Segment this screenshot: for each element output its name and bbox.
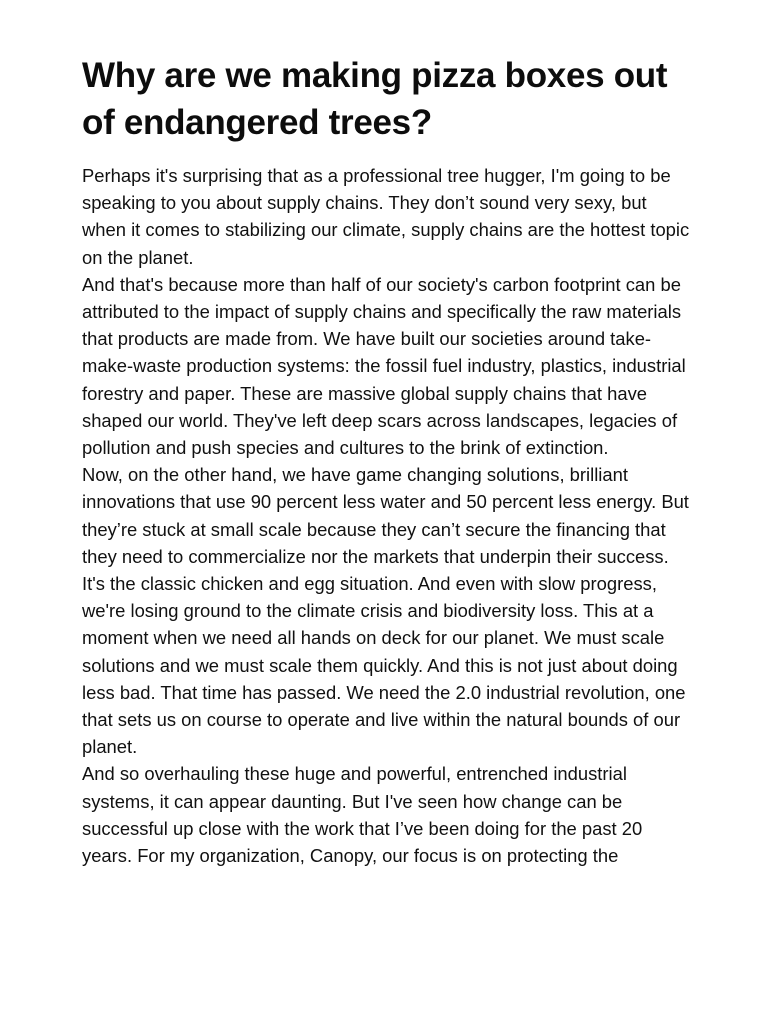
article-title: Why are we making pizza boxes out of endangered trees? <box>82 56 668 142</box>
article-paragraph-2: And that's because more than half of our society's carbon footprint can be attributed to the impact of supply chains and specifically the raw materials that products are made from. We have built our societies around take-make-waste production systems: the fossil fuel industry, plastics, industrial forestry and paper. These are massive global supply chains that have shaped our world. They've left deep scars across landscapes, legacies of pollution and push species and cultures to the brink of extinction. <box>82 273 686 459</box>
article-paragraph-4: And so overhauling these huge and powerful, entrenched industrial systems, it can appear daunting. But I've seen how change can be successful up close with the work that I’ve been doing for the past 20 years. For my organization, Canopy, our focus is on protecting the <box>82 763 643 867</box>
article-paragraph-1: Perhaps it's surprising that as a professional tree hugger, I'm going to be speaking to you about supply chains. They don’t sound very sexy, but when it comes to stabilizing our climate, supply chains are the hottest topic on the planet. <box>82 165 690 268</box>
article-paragraph-3: Now, on the other hand, we have game changing solutions, brilliant innovations that use 90 percent less water and 50 percent less energy. But they’re stuck at small scale because they can’t secure the financing that they need to commercialize nor the markets that underpin their success. It's the classic chicken and egg situation. And even with slow progress, we're losing ground to the climate crisis and biodiversity loss. This at a moment when we need all hands on deck for our planet. We must scale solutions and we must scale them quickly. And this is not just about doing less bad. That time has passed. We need the 2.0 industrial revolution, one that sets us on course to operate and live within the natural bounds of our planet. <box>82 464 689 758</box>
article <box>82 52 690 869</box>
